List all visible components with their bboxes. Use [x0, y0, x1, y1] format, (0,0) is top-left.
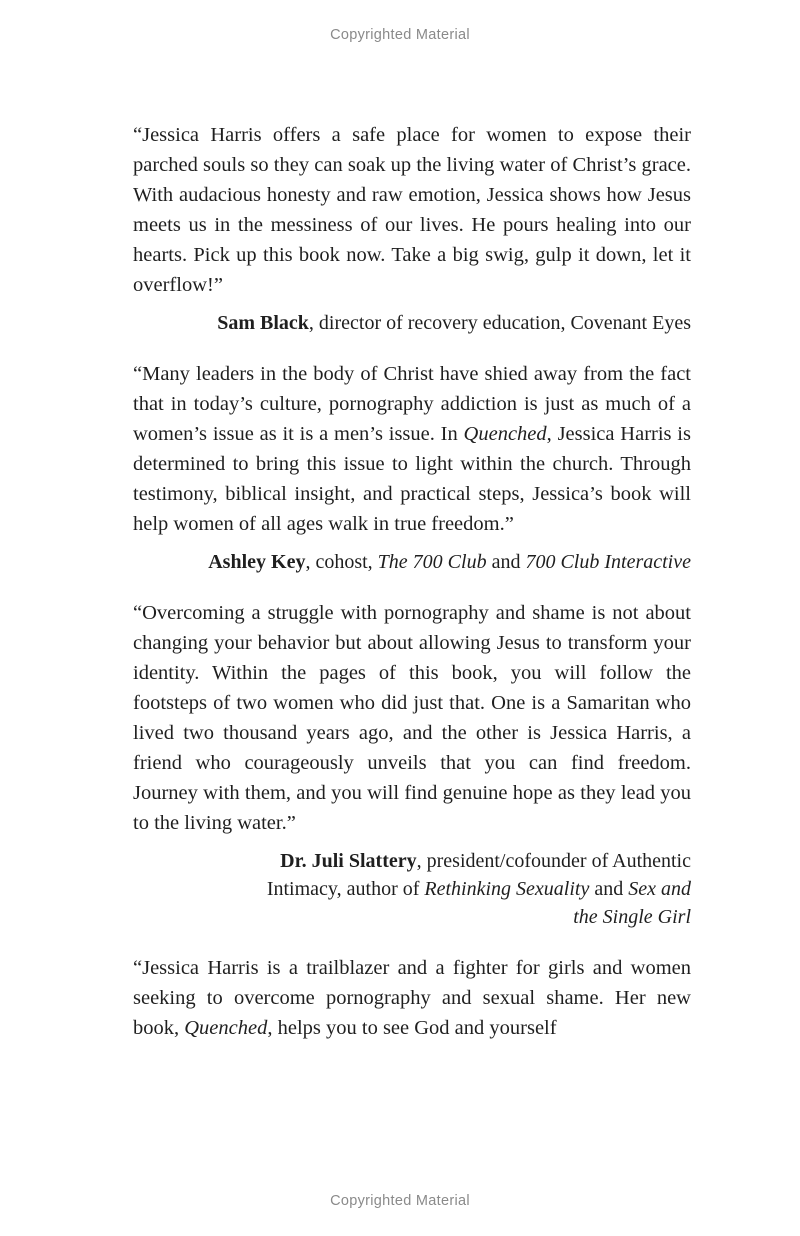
endorsements-section	[133, 120, 691, 1043]
endorsement-juli-slattery	[133, 598, 691, 931]
copyright-notice-bottom: Copyrighted Material	[330, 1193, 470, 1209]
endorsement-attribution: Sam Black, director of recovery education, Covenant Eyes	[217, 312, 691, 334]
endorsement-ashley-key	[133, 359, 691, 576]
endorsement-sam-black	[133, 120, 691, 337]
endorsement-continued	[133, 953, 691, 1043]
endorsement-attribution: Ashley Key, cohost, The 700 Club and 700 Club Interactive	[208, 551, 691, 573]
endorsement-quote: “Overcoming a struggle with pornography and shame is not about changing your behavior but about allowing Jesus to transform your identity. Within the pages of this book, you will follow the footsteps of two women who did just that. One is a Samaritan who lived two thousand years ago, and the other is Jessica Harris, a friend who courageously unveils that you can find freedom. Journey with them, and you will find genuine hope as they lead you to the living water.”	[133, 602, 691, 834]
endorsement-quote: “Many leaders in the body of Christ have shied away from the fact that in today’s culture, pornography addiction is just as much of a women’s issue as it is a men’s issue. In Quenched, Jessica Harris is determined to bring this issue to light within the church. Through testimony, biblical insight, and practical steps, Jessica’s book will help women of all ages walk in true freedom.”	[133, 363, 691, 535]
endorsement-quote: “Jessica Harris offers a safe place for women to expose their parched souls so they can soak up the living water of Christ’s grace. With audacious honesty and raw emotion, Jessica shows how Jesus meets us in the messiness of our lives. He pours healing into our hearts. Pick up this book now. Take a big swig, gulp it down, let it overflow!”	[133, 124, 691, 296]
copyright-notice-top: Copyrighted Material	[330, 27, 470, 43]
endorsement-attribution: Dr. Juli Slattery, president/cofounder of Authentic Intimacy, author of Rethinking Sexuality and Sex and the Single Girl	[266, 850, 691, 928]
endorsement-quote: “Jessica Harris is a trailblazer and a fighter for girls and women seeking to overcome pornography and sexual shame. Her new book, Quenched, helps you to see God and yourself	[133, 957, 691, 1039]
